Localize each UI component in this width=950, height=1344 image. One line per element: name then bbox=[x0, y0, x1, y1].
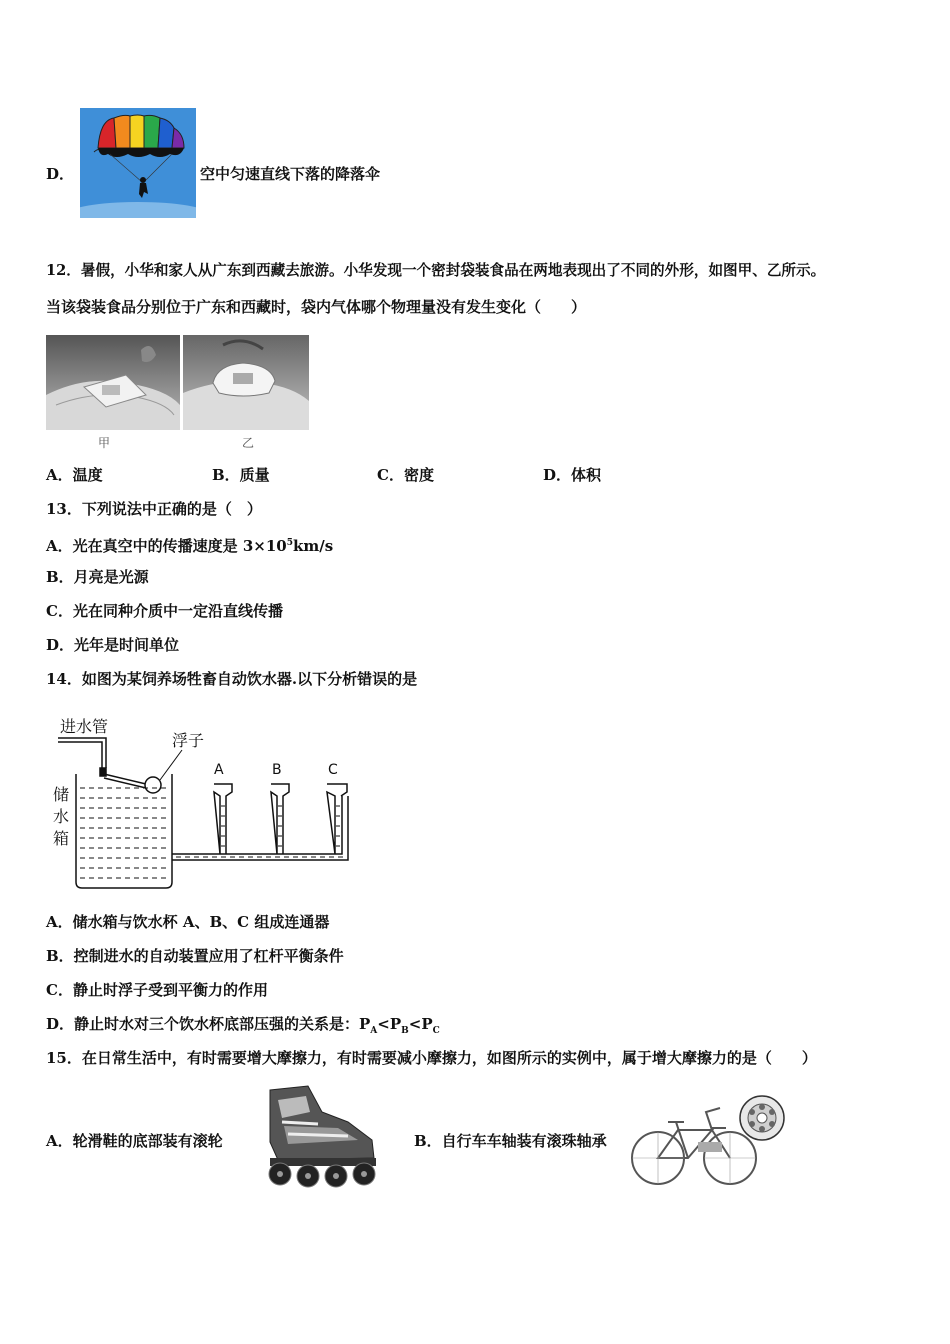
q15-option-a: A．轮滑鞋的底部装有滚轮 bbox=[46, 1132, 223, 1150]
q12-option-a: A．温度 bbox=[46, 466, 103, 484]
cup-label-a: A bbox=[214, 762, 224, 778]
q14-option-a: A．储水箱与饮水杯 A、B、C 组成连通器 bbox=[46, 913, 330, 931]
float-label: 浮子 bbox=[172, 731, 205, 750]
q11-option-d-letter: D． bbox=[46, 165, 75, 183]
q13-option-a-exponent: 5 bbox=[286, 538, 294, 548]
q12-stem-line2: 当该袋装食品分别位于广东和西藏时，袋内气体哪个物理量没有发生变化（ ） bbox=[46, 298, 587, 316]
q13-option-a bbox=[46, 533, 333, 556]
q14-stem: 14．如图为某饲养场牲畜自动饮水器.以下分析错误的是 bbox=[46, 670, 418, 688]
q14-option-d bbox=[46, 1014, 440, 1041]
pressure-symbol-c: <P bbox=[408, 1015, 433, 1033]
q13-option-d: D．光年是时间单位 bbox=[46, 636, 180, 654]
q12-caption-yi: 乙 bbox=[242, 436, 255, 450]
cup-label-c: C bbox=[328, 762, 338, 778]
bicycle-bearing-image bbox=[628, 1092, 788, 1190]
q13-option-b: B．月亮是光源 bbox=[46, 568, 149, 586]
q14-option-b: B．控制进水的自动装置应用了杠杆平衡条件 bbox=[46, 947, 344, 965]
q12-option-c: C．密度 bbox=[377, 466, 434, 484]
q11-option-d-text: 空中匀速直线下落的降落伞 bbox=[200, 165, 381, 183]
cup-label-b: B bbox=[272, 762, 282, 778]
inlet-pipe-label: 进水管 bbox=[60, 717, 109, 736]
sealed-bag-photo-yi bbox=[183, 335, 309, 430]
pressure-symbol-b: <P bbox=[377, 1015, 402, 1033]
q14-option-d-prefix: D．静止时水对三个饮水杯底部压强的关系是： bbox=[46, 1015, 360, 1033]
q13-stem: 13．下列说法中正确的是（ ） bbox=[46, 500, 262, 518]
water-feeder-diagram bbox=[50, 712, 355, 892]
pressure-subscript-a: A bbox=[370, 1026, 378, 1036]
q13-option-c: C．光在同种介质中一定沿直线传播 bbox=[46, 602, 283, 620]
roller-skate-image bbox=[248, 1082, 383, 1192]
sealed-bag-photo-jia bbox=[46, 335, 180, 430]
q12-option-b: B．质量 bbox=[212, 466, 270, 484]
q13-option-a-suffix: km/s bbox=[293, 537, 334, 555]
tank-label-2: 水 bbox=[53, 807, 70, 826]
q12-stem-line1: 12．暑假，小华和家人从广东到西藏去旅游。小华发现一个密封袋装食品在两地表现出了不同的外形，如图甲、乙所示。 bbox=[46, 262, 826, 279]
q15-stem: 15．在日常生活中，有时需要增大摩擦力，有时需要减小摩擦力，如图所示的实例中，属于增大摩擦力的是（ ） bbox=[46, 1049, 817, 1067]
q13-option-a-prefix: A．光在真空中的传播速度是 3×10 bbox=[46, 537, 287, 555]
pressure-symbol-a: P bbox=[359, 1015, 371, 1033]
q14-option-c: C．静止时浮子受到平衡力的作用 bbox=[46, 981, 268, 999]
q12-option-d: D．体积 bbox=[543, 466, 602, 484]
tank-label-3: 箱 bbox=[53, 829, 70, 848]
q12-caption-jia: 甲 bbox=[98, 436, 111, 450]
pressure-subscript-c: C bbox=[432, 1026, 440, 1036]
q15-option-b: B．自行车车轴装有滚珠轴承 bbox=[414, 1132, 607, 1150]
tank-label-1: 储 bbox=[53, 785, 70, 804]
pressure-subscript-b: B bbox=[401, 1026, 409, 1036]
parachute-image bbox=[80, 108, 196, 218]
